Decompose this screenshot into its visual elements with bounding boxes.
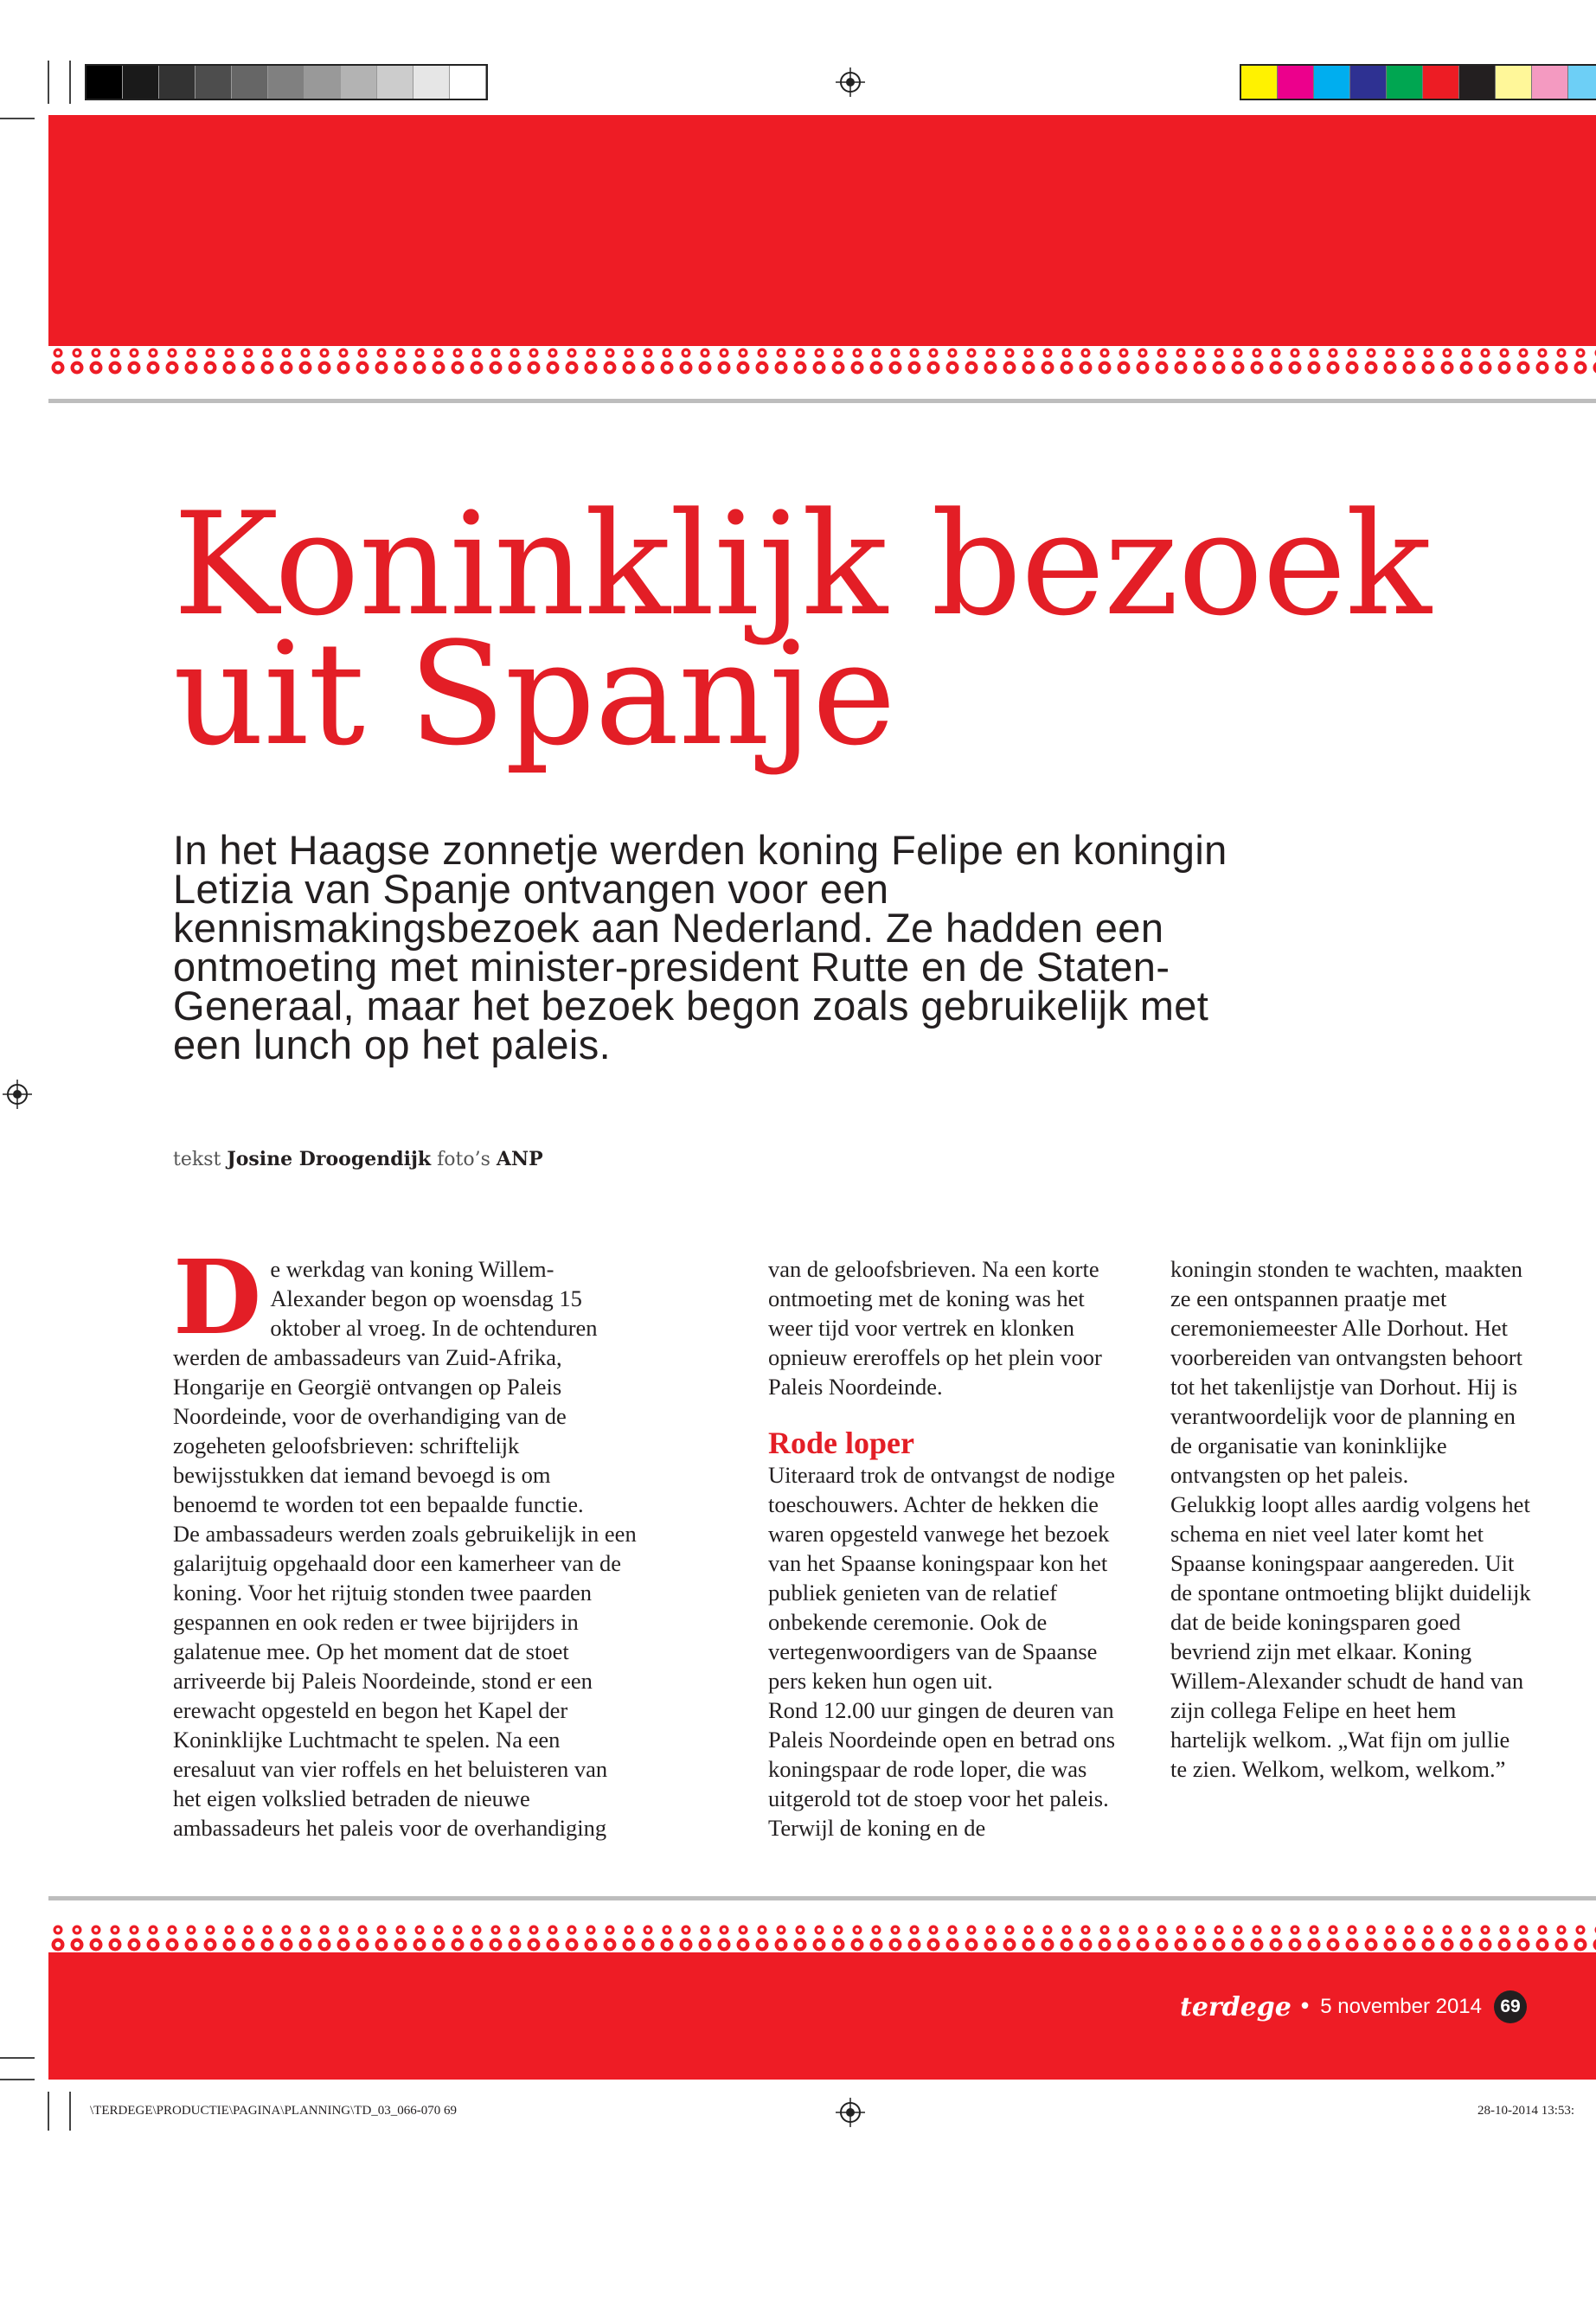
color-swatch [341, 66, 377, 99]
registration-mark-icon [3, 1080, 32, 1109]
byline-photo-label: foto’s [437, 1149, 490, 1170]
color-swatch [87, 66, 123, 99]
color-swatch [1496, 66, 1532, 99]
color-swatch [232, 66, 268, 99]
color-swatch [1532, 66, 1568, 99]
crop-mark [48, 2092, 49, 2131]
paragraph: e werkdag van koning Willem-Alexander begon op woensdag 15 oktober al vroeg. In de ochtenduren werden de ambassadeurs van Zuid-Afrika, Hongarije en Georgië ontvangen op Paleis Noordeinde, voor de overhandiging van de zogeheten geloofsbrieven: schriftelijk bewijsstukken dat iemand bevoegd is om benoemd te worden tot een bepaalde functie. [173, 1256, 598, 1517]
color-swatch [1278, 66, 1314, 99]
decorative-dot-border [48, 346, 1596, 375]
color-swatch [304, 66, 341, 99]
header-red-band [48, 115, 1596, 346]
color-swatch [1423, 66, 1459, 99]
color-swatch [1387, 66, 1423, 99]
crop-mark [0, 2057, 35, 2059]
byline-photographer: ANP [496, 1148, 543, 1170]
color-swatch [450, 66, 486, 99]
color-swatch [159, 66, 195, 99]
divider [48, 1896, 1596, 1900]
byline-text-label: tekst [173, 1149, 221, 1170]
article-column-1 [173, 1237, 640, 1843]
paragraph: Rond 12.00 uur gingen de deuren van Paleis Noordeinde open en betrad ons koningspaar de rode loper, die was uitgerold tot de stoep voor het paleis. Terwijl de koning en de [768, 1697, 1116, 1841]
color-swatch [268, 66, 304, 99]
color-swatch [1314, 66, 1350, 99]
crop-mark [69, 61, 71, 104]
article-headline: Koninklijk bezoek uit Spanje [173, 482, 1431, 777]
byline-author: Josine Droogendijk [227, 1148, 432, 1170]
crop-mark [0, 118, 35, 119]
crop-mark [48, 61, 49, 104]
divider [48, 399, 1596, 403]
color-swatch [1459, 66, 1496, 99]
article-column-3 [1170, 1254, 1532, 1784]
issue-date: 5 november 2014 [1320, 1995, 1482, 2018]
decorative-dot-border [48, 1923, 1596, 1952]
color-control-strip [1240, 64, 1596, 100]
grayscale-control-strip [85, 64, 488, 100]
color-swatch [1568, 66, 1596, 99]
paragraph: De ambassadeurs werden zoals gebruikelijk in een galarijtuig opgehaald door een kamerheer van de koning. Voor het rijtuig stonden twee paarden gespannen en ook reden er twee bijrijders in galatenue mee. Op het moment dat de stoet arriveerde bij Paleis Noordeinde, stond er een erewacht opgesteld en begon het Kapel der Koninklijke Luchtmacht te spelen. Na een eresaluut van vier roffels en het beluisteren van het eigen volkslied betraden de nieuwe ambassadeurs het paleis voor de overhandiging [173, 1521, 637, 1841]
page-number: 69 [1494, 1990, 1527, 2023]
paragraph: koningin stonden te wachten, maakten ze een ontspannen praatje met ceremoniemeester Alle Dorhout. Het voorbereiden van ontvangsten behoort tot het takenlijstje van Dorhout. Hij is verantwoordelijk voor de planning en de organisatie van koninklijke ontvangsten op het paleis. [1170, 1256, 1522, 1488]
article-intro: In het Haagse zonnetje werden koning Felipe en koningin Letizia van Spanje ontvangen voor een kennismakingsbezoek aan Nederland. Ze hadden een ontmoeting met minister-president Rutte en de Staten-Generaal, maar het bezoek begon zoals gebruikelijk met een lunch op het paleis. [173, 827, 1227, 1067]
article-column-2 [768, 1254, 1128, 1843]
file-path-slug: \TERDEGE\PRODUCTIE\PAGINA\PLANNING\TD_03_066-070 69 [90, 2104, 458, 2118]
color-swatch [1241, 66, 1278, 99]
paragraph: Gelukkig loopt alles aardig volgens het schema en niet veel later komt het Spaanse koningspaar aangereden. Uit de spontane ontmoeting blijkt duidelijk dat de beide koningsparen goed bevriend zijn met elkaar. Koning Willem-Alexander schudt de hand van zijn collega Felipe en heet hem hartelijk welkom. „Wat fijn om jullie te zien. Welkom, welkom, welkom.” [1170, 1491, 1531, 1782]
drop-cap: D [173, 1237, 262, 1357]
color-swatch [123, 66, 159, 99]
color-swatch [1350, 66, 1387, 99]
color-swatch [195, 66, 232, 99]
print-timestamp: 28-10-2014 13:53: [1477, 2104, 1575, 2118]
registration-mark-icon [836, 67, 865, 97]
registration-mark-icon [836, 2098, 865, 2127]
byline [173, 1148, 543, 1170]
paragraph: van de geloofsbrieven. Na een korte ontmoeting met de koning was het weer tijd voor vertrek en klonken opnieuw ereroffels op het plein voor Paleis Noordeinde. [768, 1256, 1102, 1400]
color-swatch [413, 66, 450, 99]
paragraph: Uiteraard trok de ontvangst de nodige toeschouwers. Achter de hekken die waren opgesteld vanwege het bezoek van het Spaanse koningspaar kon het publiek genieten van de relatief onbekende ceremonie. Ook de vertegenwoordigers van de Spaanse pers keken hun ogen uit. [768, 1462, 1116, 1694]
section-subhead: Rode loper [768, 1426, 914, 1460]
crop-mark [69, 2092, 71, 2131]
color-swatch [377, 66, 413, 99]
page-footer [1180, 1990, 1527, 2023]
crop-mark [0, 2079, 35, 2080]
footer-separator: • [1298, 1994, 1312, 2020]
magazine-brand: terdege [1179, 1991, 1292, 2022]
